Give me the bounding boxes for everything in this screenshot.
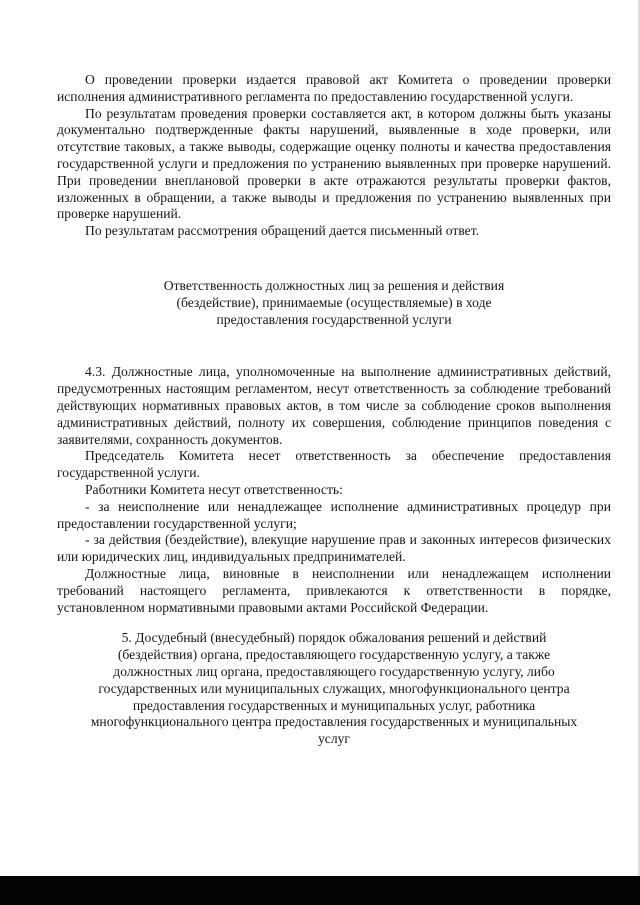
paragraph: - за действия (бездействие), влекущие нарушение прав и законных интересов физических или юридических лиц, индивидуальных предпринимателей.	[57, 532, 611, 565]
paragraph: О проведении проверки издается правовой акт Комитета о проведении проверки исполнения административного регламента по предоставлению государственной услуги.	[57, 72, 611, 104]
heading-line: государственных или муниципальных служащих, многофункционального центра	[98, 680, 570, 696]
document-body	[57, 72, 611, 748]
spacer	[57, 328, 611, 364]
paragraph: 4.3. Должностные лица, уполномоченные на выполнение административных действий, предусмотренных настоящим регламентом, несут ответственность за соблюдение требований действующих нормативных правовых актов, в том числе за соблюдение сроков выполнения административных действий, полноту их совершения, соблюдение принципов поведения с заявителями, сохранность документов.	[57, 364, 611, 447]
section-heading-responsibility	[57, 278, 611, 328]
spacer	[57, 616, 611, 630]
spacer	[57, 240, 611, 278]
heading-line: должностных лиц органа, предоставляющего государственную услугу, либо	[113, 663, 555, 679]
heading-line: предоставления государственной услуги	[216, 311, 452, 327]
paragraph: Работники Комитета несут ответственность:	[85, 481, 343, 497]
heading-line: услуг	[318, 731, 350, 747]
heading-line: (бездействие), принимаемые (осуществляемые) в ходе	[176, 294, 492, 310]
heading-line: предоставления государственных и муниципальных услуг, работника	[132, 697, 536, 713]
heading-line: Ответственность должностных лиц за решения и действия	[163, 277, 505, 293]
heading-line: 5. Досудебный (внесудебный) порядок обжалования решений и действий	[121, 630, 547, 646]
paragraph: По результатам рассмотрения обращений дается письменный ответ.	[85, 223, 480, 239]
heading-line: (бездействия) органа, предоставляющего государственную услугу, а также	[117, 647, 551, 663]
heading-line: многофункционального центра предоставления государственных и муниципальных	[90, 714, 578, 730]
section-heading-appeal	[57, 630, 611, 748]
paragraph: По результатам проведения проверки составляется акт, в котором должны быть указаны документально подтвержденные факты нарушений, выявленные в ходе проверки, или отсутствие таковых, а также выводы, содержащие оценку полноты и качества предоставления государственной услуги и предложения по устранению выявленных при проверке нарушений. При проведении внеплановой проверки в акте отражаются результаты проверки фактов, изложенных в обращении, а также выводы и предложения по устранению выявленных при проверке нарушений.	[57, 105, 611, 222]
paragraph: - за неисполнение или ненадлежащее исполнение административных процедур при предоставлении государственной услуги;	[57, 498, 611, 531]
paragraph: Должностные лица, виновные в неисполнении или ненадлежащем исполнении требований настоящего регламента, привлекаются к ответственности в порядке, установленном нормативными правовыми актами Российской Федерации.	[57, 565, 611, 615]
scan-bottom-border	[0, 876, 640, 905]
paragraph: Председатель Комитета несет ответственность за обеспечение предоставления государственной услуги.	[57, 448, 611, 481]
